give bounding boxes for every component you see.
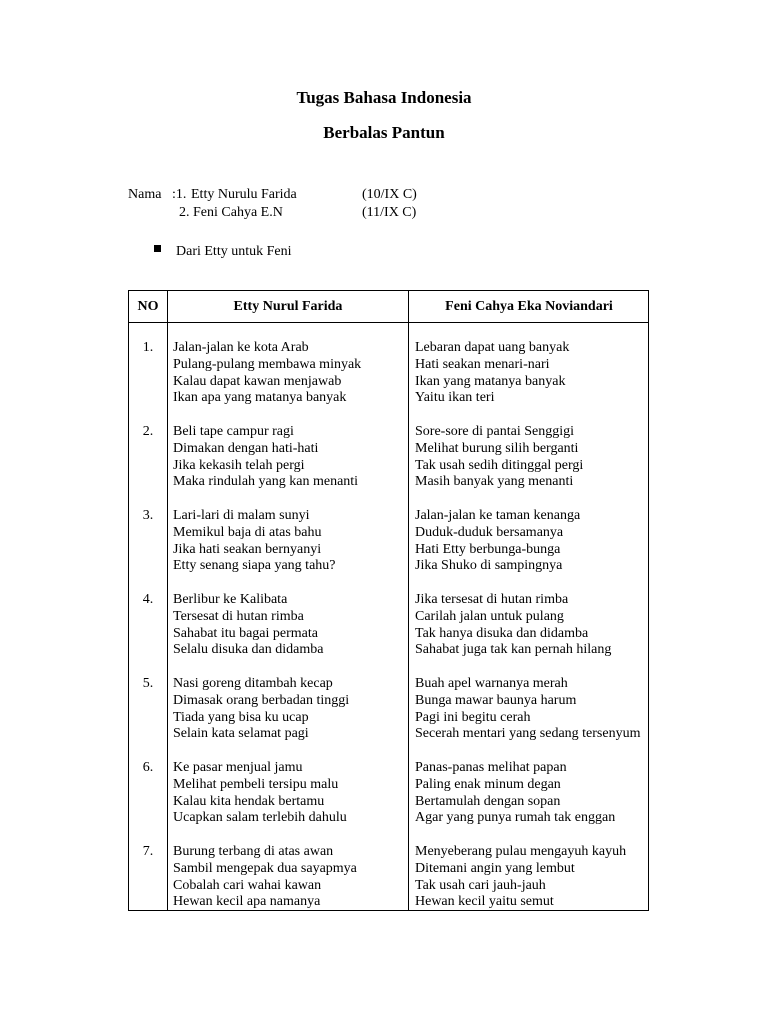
pantun-line: Sambil mengepak dua sayapmya — [173, 860, 357, 876]
pantun-line: Bunga mawar baunya harum — [415, 692, 577, 708]
pantun-feni-stanza — [415, 676, 640, 743]
row-number: 7. — [142, 844, 154, 859]
pantun-line: Pagi ini begitu cerah — [415, 709, 531, 725]
pantun-etty-stanza — [173, 508, 336, 575]
pantun-feni-stanza — [415, 340, 569, 407]
pantun-feni-stanza — [415, 592, 611, 659]
pantun-line: Tak usah cari jauh-jauh — [415, 877, 546, 893]
pantun-line: Nasi goreng ditambah kecap — [173, 676, 333, 691]
pantun-table — [128, 290, 649, 911]
pantun-line: Hati seakan menari-nari — [415, 356, 550, 372]
pantun-line: Ucapkan salam terlebih dahulu — [173, 810, 347, 826]
student-2-class: (11/IX C) — [362, 205, 417, 220]
pantun-etty-stanza — [173, 592, 323, 659]
pantun-feni-stanza — [415, 760, 615, 827]
pantun-line: Tiada yang bisa ku ucap — [173, 709, 309, 725]
pantun-line: Etty senang siapa yang tahu? — [173, 558, 336, 574]
pantun-line: Melihat pembeli tersipu malu — [173, 776, 339, 792]
pantun-line: Panas-panas melihat papan — [415, 760, 567, 775]
pantun-line: Jalan-jalan ke kota Arab — [173, 340, 309, 355]
pantun-line: Sahabat juga tak kan pernah hilang — [415, 642, 612, 658]
pantun-line: Maka rindulah yang kan menanti — [173, 474, 359, 490]
pantun-etty-stanza — [173, 676, 349, 743]
pantun-etty-stanza — [173, 340, 361, 407]
pantun-line: Kalau dapat kawan menjawab — [173, 373, 342, 389]
pantun-line: Burung terbang di atas awan — [173, 844, 334, 859]
pantun-etty-stanza — [173, 424, 358, 491]
pantun-line: Ditemani angin yang lembut — [415, 860, 575, 876]
pantun-feni-stanza — [415, 508, 580, 575]
pantun-line: Ikan apa yang matanya banyak — [173, 390, 347, 406]
pantun-line: Hewan kecil yaitu semut — [415, 894, 554, 910]
pantun-line: Paling enak minum degan — [415, 776, 561, 792]
pantun-line: Beli tape campur ragi — [173, 424, 294, 439]
student-1-class: (10/IX C) — [362, 187, 417, 202]
pantun-line: Selalu disuka dan didamba — [173, 642, 324, 658]
student-2-prefix: 2. — [179, 205, 190, 220]
header-divider — [129, 322, 648, 323]
pantun-line: Memikul baja di atas bahu — [173, 524, 322, 540]
pantun-line: Masih banyak yang menanti — [415, 474, 574, 490]
pantun-line: Tak hanya disuka dan didamba — [415, 625, 589, 641]
pantun-line: Tersesat di hutan rimba — [173, 608, 304, 624]
pantun-feni-stanza — [415, 424, 583, 491]
pantun-line: Jika Shuko di sampingnya — [415, 558, 563, 574]
page-title: Tugas Bahasa Indonesia — [296, 88, 472, 107]
pantun-line: Selain kata selamat pagi — [173, 726, 309, 742]
row-number: 3. — [142, 508, 154, 523]
pantun-line: Menyeberang pulau mengayuh kayuh — [415, 844, 627, 859]
pantun-line: Ke pasar menjual jamu — [173, 760, 303, 775]
pantun-line: Pulang-pulang membawa minyak — [173, 356, 362, 372]
pantun-line: Hewan kecil apa namanya — [173, 894, 321, 910]
header-etty: Etty Nurul Farida — [233, 299, 343, 314]
pantun-line: Dimakan dengan hati-hati — [173, 440, 319, 456]
pantun-line: Carilah jalan untuk pulang — [415, 608, 564, 624]
pantun-line: Agar yang punya rumah tak enggan — [415, 810, 616, 826]
column-divider — [408, 291, 409, 910]
row-number: 1. — [142, 340, 154, 355]
column-divider — [167, 291, 168, 910]
pantun-line: Ikan yang matanya banyak — [415, 373, 566, 389]
header-no: NO — [137, 299, 159, 314]
pantun-line: Yaitu ikan teri — [415, 390, 495, 406]
pantun-line: Jika kekasih telah pergi — [173, 457, 305, 473]
student-1-prefix: :1. — [172, 187, 187, 202]
name-label: Nama — [128, 187, 162, 202]
pantun-line: Hati Etty berbunga-bunga — [415, 541, 561, 557]
page-subtitle: Berbalas Pantun — [323, 123, 445, 142]
row-number: 6. — [142, 760, 154, 775]
pantun-line: Kalau kita hendak bertamu — [173, 793, 325, 809]
pantun-line: Sore-sore di pantai Senggigi — [415, 424, 575, 439]
pantun-line: Dimasak orang berbadan tinggi — [173, 692, 350, 708]
pantun-line: Cobalah cari wahai kawan — [173, 877, 322, 893]
student-1-name: Etty Nurulu Farida — [191, 187, 297, 202]
bullet-square-icon — [154, 245, 161, 252]
pantun-line: Lebaran dapat uang banyak — [415, 340, 570, 355]
pantun-line: Duduk-duduk bersamanya — [415, 524, 564, 540]
pantun-line: Lari-lari di malam sunyi — [173, 508, 310, 523]
pantun-line: Bertamulah dengan sopan — [415, 793, 561, 809]
header-feni: Feni Cahya Eka Noviandari — [445, 299, 613, 314]
pantun-etty-stanza — [173, 760, 347, 827]
row-number: 5. — [142, 676, 154, 691]
pantun-line: Berlibur ke Kalibata — [173, 592, 288, 607]
pantun-line: Melihat burung silih berganti — [415, 440, 579, 456]
pantun-line: Tak usah sedih ditinggal pergi — [415, 457, 584, 473]
pantun-line: Jika hati seakan bernyanyi — [173, 541, 322, 557]
pantun-line: Secerah mentari yang sedang tersenyum — [415, 726, 641, 742]
row-number: 4. — [142, 592, 154, 607]
student-2-name: Feni Cahya E.N — [193, 205, 283, 220]
pantun-etty-stanza — [173, 844, 357, 911]
pantun-feni-stanza — [415, 844, 626, 911]
pantun-line: Jika tersesat di hutan rimba — [415, 592, 569, 607]
pantun-line: Buah apel warnanya merah — [415, 676, 568, 691]
pantun-line: Sahabat itu bagai permata — [173, 625, 318, 641]
row-number: 2. — [142, 424, 154, 439]
bullet-text: Dari Etty untuk Feni — [176, 244, 292, 259]
pantun-line: Jalan-jalan ke taman kenanga — [415, 508, 581, 523]
